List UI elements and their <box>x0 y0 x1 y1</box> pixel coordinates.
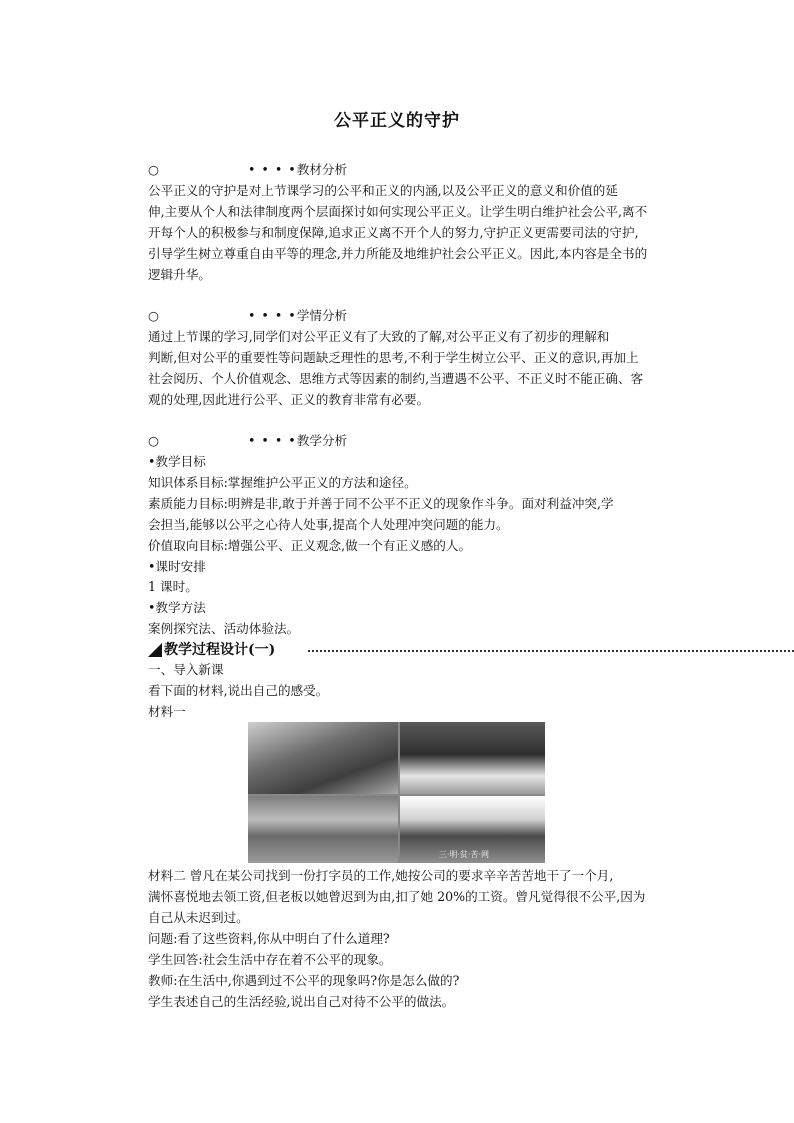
process-line: 一、导入新课 <box>148 662 224 677</box>
section-heading: 教学分析 <box>296 433 348 448</box>
list-item: 会担当,能够以公平之心待人处事,提高个人处理冲突问题的能力。 <box>148 517 509 532</box>
dots-icon: • • • • <box>248 162 297 177</box>
circle-bullet-icon: ○ <box>148 433 159 448</box>
paragraph-line: 开每个人的积极参与和制度保障,追求正义离不开个人的努力,守护正义更需要司法的守护, <box>148 225 639 240</box>
triangle-icon <box>148 643 162 657</box>
process-line: 学生回答:社会生活中存在着不公平的现象。 <box>148 952 392 967</box>
paragraph-line: 观的处理,因此进行公平、正义的教育非常有必要。 <box>148 392 430 407</box>
list-item: 素质能力目标:明辨是非,敢于并善于同不公平不正义的现象作斗争。面对利益冲突,学 <box>148 496 614 511</box>
process-line: 材料一 <box>148 704 186 719</box>
page-title: 公平正义的守护 <box>334 111 460 131</box>
list-item: 价值取向目标:增强公平、正义观念,做一个有正义感的人。 <box>148 538 472 553</box>
list-item: 案例探究法、活动体验法。 <box>148 621 300 636</box>
process-section-heading <box>148 640 794 660</box>
paragraph-line: 公平正义的守护是对上节课学习的公平和正义的内涵,以及公平正义的意义和价值的延 <box>148 183 618 198</box>
section-heading: 学情分析 <box>296 308 348 323</box>
photo-audience <box>400 722 545 794</box>
process-line: 看下面的材料,说出自己的感受。 <box>148 683 329 698</box>
paragraph-line: 逻辑升华。 <box>148 267 211 282</box>
paragraph-line: 伸,主要从个人和法律制度两个层面探讨如何实现公平正义。让学生明白维护社会公平,离不 <box>148 204 648 219</box>
dots-icon: • • • • <box>248 308 297 323</box>
paragraph-line: 引导学生树立尊重自由平等的理念,并力所能及地维护社会公平正义。因此,本内容是全书的 <box>148 246 648 261</box>
material-photo-collage <box>248 722 545 863</box>
process-line: 教师:在生活中,你遇到过不公平的现象吗?你是怎么做的? <box>148 973 460 988</box>
circle-bullet-icon: ○ <box>148 162 159 177</box>
process-heading-text: 教学过程设计(一) <box>164 642 276 658</box>
process-line: 满怀喜悦地去领工资,但老板以她曾迟到为由,扣了她 20%的工资。曾凡觉得很不公平,因为 <box>148 889 646 904</box>
paragraph-line: 通过上节课的学习,同学们对公平正义有了大致的了解,对公平正义有了初步的理解和 <box>148 329 610 344</box>
section-header-learning-analysis <box>148 306 347 326</box>
process-line: 自己从未迟到过。 <box>148 910 249 925</box>
process-line: 问题:看了这些资料,你从中明白了什么道理? <box>148 931 390 946</box>
list-item: •教学方法 <box>148 600 206 615</box>
section-header-textbook-analysis <box>148 160 347 180</box>
list-item: 知识体系目标:掌握维护公平正义的方法和途径。 <box>148 475 417 490</box>
list-item: 1 课时。 <box>148 579 198 594</box>
photo-classroom <box>248 722 398 794</box>
circle-bullet-icon: ○ <box>148 308 159 323</box>
dots-icon: • • • • <box>248 433 297 448</box>
process-line: 学生表述自己的生活经验,说出自己对待不公平的做法。 <box>148 994 455 1009</box>
process-line: 材料二 曾凡在某公司找到一份打字员的工作,她按公司的要求辛辛苦苦地干了一个月, <box>148 868 614 883</box>
dotted-divider <box>308 650 794 652</box>
list-item: •教学目标 <box>148 454 206 469</box>
section-heading: 教材分析 <box>296 162 348 177</box>
list-item: •课时安排 <box>148 559 206 574</box>
paragraph-line: 社会阅历、个人价值观念、思维方式等因素的制约,当遭遇不公平、不正义时不能正确、客 <box>148 371 644 386</box>
photo-watermark: 三·明·贫·苦·网 <box>438 850 489 859</box>
paragraph-line: 判断,但对公平的重要性等问题缺乏理性的思考,不利于学生树立公平、正义的意识,再加上 <box>148 350 639 365</box>
section-header-teaching-analysis <box>148 431 347 451</box>
photo-schoolyard <box>248 796 398 863</box>
